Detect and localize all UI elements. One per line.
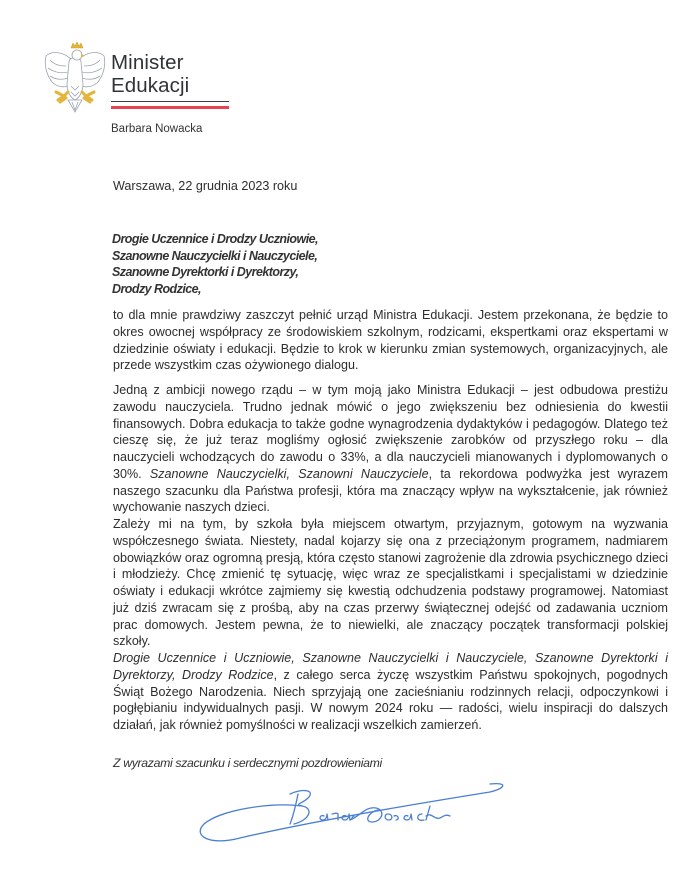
paragraph-4-emphasis: Drogie Uczennice i Uczniowie, Szanowne Nauczycielki i Nauczyciele, Szanowne Dyrektorki i Dyrektorzy, Drodzy Rodzice [113, 651, 668, 682]
paragraph-2 [113, 382, 668, 516]
minister-name: Barbara Nowacka [111, 123, 203, 135]
closing-line: Z wyrazami szacunku i serdecznymi pozdrowieniami [113, 756, 382, 770]
paragraph-4 [113, 650, 668, 734]
salutation-line: Drodzy Rodzice, [112, 281, 201, 296]
salutation [112, 231, 318, 297]
ministry-title-line1: Minister [111, 51, 184, 74]
divider-red [111, 106, 229, 109]
paragraph-2-text-a: Jedną z ambicji nowego rządu – w tym moją jako Ministra Edukacji – jest odbudowa prestiżu zawodu nauczyciela. Trudno jednak mówić o jego zwiększeniu bez odniesienia do kwestii finansowych. Dobra edukacja to także godne wynagrodzenia dydaktyków i pedagogów. Dlatego też cieszę się, że już teraz mogliśmy ogłosić zwiększenie zarobków od przyszłego roku – dla nauczycieli wchodzących do zawodu o 33%, a dla nauczycieli mianowanych i dyplomowanych o 30%. [113, 383, 668, 481]
polish-eagle-emblem-icon [42, 40, 108, 118]
letterhead [38, 40, 238, 150]
paragraph-2-emphasis: Szanowne Nauczycielki, Szanowni Nauczyciele [149, 466, 429, 481]
paragraph-4-text: , z całego serca życzę wszystkim Państwu spokojnych, pogodnych Świąt Bożego Narodzenia. Niech sprzyjają one zacieśnianiu rodzinnych relacji, odpoczynkowi i pogłębianiu indywidualnych pasji. W nowym 2024 roku — radości, wielu inspiracji do dalszych działań, jak również pomyślności w realizacji wszelkich zamierzeń. [113, 667, 668, 732]
salutation-line: Szanowne Nauczycielki i Nauczyciele, [112, 248, 318, 263]
ministry-title-line2: Edukacji [111, 74, 190, 97]
salutation-line: Drogie Uczennice i Drodzy Uczniowie, [112, 232, 318, 246]
paragraph-3: Zależy mi na tym, by szkoła była miejscem otwartym, przyjaznym, gotowym na wyzwania współczesnego świata. Niestety, nadal kojarzy się ona z przeciążonym programem, nadmiarem obowiązków oraz ogromną presją, która często stanowi zagrożenie dla zdrowia psychicznego dzieci i młodzieży. Chcę zmienić tę sytuację, więc wraz ze specjalistkami i specjalistami w dziedzinie oświaty i edukacji wkrótce zajmiemy się kwestią odchudzenia podstawy programowej. Natomiast już dziś zwracam się z prośbą, aby na czas przerwy świątecznej odejść od zadawania uczniom prac domowych. Jestem pewna, że to niewielki, ale znaczący początek transformacji polskiej szkoły. [113, 517, 668, 649]
ministry-title [111, 51, 189, 97]
salutation-line: Szanowne Dyrektorki i Dyrektorzy, [112, 265, 299, 280]
letter-date: Warszawa, 22 grudnia 2023 roku [113, 179, 298, 193]
paragraph-1: to dla mnie prawdziwy zaszczyt pełnić urząd Ministra Edukacji. Jestem przekonana, że będzie to okres owocnej współpracy ze środowiskiem szkolnym, rodzicami, ekspertkami oraz ekspertami w dziedzinie oświaty i edukacji. Będzie to krok w kierunku zmian systemowych, organizacyjnych, ale przede wszystkim czas ożywionego dialogu. [113, 308, 668, 373]
signature-icon [190, 780, 510, 860]
paragraph-2-text-b: , ta rekordowa podwyżka jest wyrazem naszego szacunku dla Państwa profesji, która ma znaczący wpływ na wykształcenie, jak również wychowanie naszych dzieci. [113, 466, 668, 515]
divider-dark [111, 101, 229, 102]
